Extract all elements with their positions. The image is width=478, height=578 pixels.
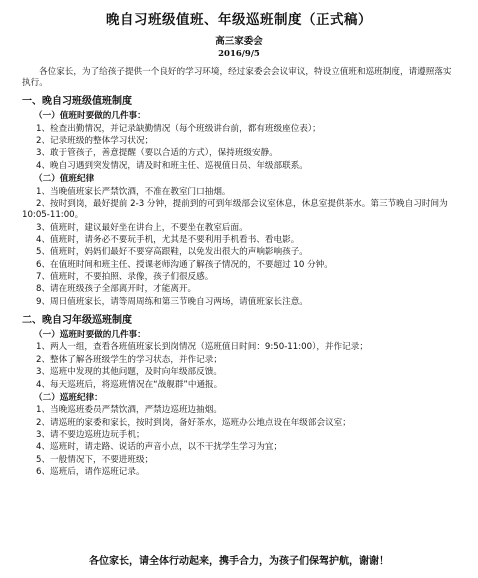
list-item: 5、值班时，妈妈们最好不要穿高跟鞋，以免发出很大的声响影响孩子。 [36,247,308,258]
closing-remark: 各位家长，请全体行动起来，携手合力，为孩子们保驾护航，谢谢！ [89,556,389,567]
section-heading: 二、晚自习年级巡班制度 [22,314,132,326]
document-org: 高三家委会 [215,35,263,47]
list-item: 8、请在班级孩子全部离开时，才能离开。 [36,284,197,295]
list-item: 6、在值班时间和班主任、授课老师沟通了解孩子情况的，不要超过 10 分钟。 [36,259,333,270]
subsection-heading: （一）值班时要做的几件事： [34,111,146,122]
list-item: 2、记录班级的整体学习状况； [36,136,154,147]
list-item: 5、一般情况下，不要进班级； [36,454,154,465]
list-item: 7、值班时，不要拍照、录像，孩子们很反感。 [36,271,214,282]
list-item: 4、值班时，请务必不要玩手机，尤其是不要利用手机看书、看电影。 [36,234,300,245]
list-item: 4、巡班时，请走路、说话的声音小点，以不干扰学生学习为宜； [36,442,283,453]
document-title: 晚自习班级值班、年级巡班制度（正式稿） [106,12,372,28]
list-item: 1、两人一组，查看各班值班家长到岗情况（巡班值日时间：9:50-11:00），并作记录； [36,342,368,353]
list-item: 2、请巡班的家委和家长，按时到岗，备好茶水，巡班办公地点设在年级部会议室； [36,417,351,428]
list-item: 1、当晚巡班委员严禁饮酒，严禁边巡班边抽烟。 [36,405,222,416]
subsection-heading: （一）巡班时要做的几件事： [34,330,146,341]
subsection-heading: （二）巡班纪律： [34,392,103,403]
section-heading: 一、晚自习班级值班制度 [22,96,132,108]
list-item: 1、检查出勤情况，并记录缺勤情况（每个班级讲台前，都有班级座位表）； [36,123,321,134]
document-date: 2016/9/5 [218,49,260,60]
list-item: 3、请不要边巡班边玩手机； [36,429,145,440]
list-item: 3、值班时，建议最好坐在讲台上，不要坐在教室后面。 [36,222,248,233]
list-item: 6、巡班后，请作巡班记录。 [36,466,145,477]
subsection-heading: （二）值班纪律 [34,174,95,185]
list-item: 3、巡班中发现的其他问题，及时向年级部反馈。 [36,367,222,378]
list-item: 3、敢于管孩子，善意提醒（要以合适的方式），保持班级安静。 [36,148,278,159]
list-item: 2、整体了解各班级学生的学习状态，并作记录； [36,354,222,365]
document-intro: 各位家长，为了给孩子提供一个良好的学习环境，经过家委会会议审议，特设立值班和巡班制度，请遵照落实执行。 [22,66,452,88]
list-item: 2、按时到岗，最好提前 2-3 分钟，提前到的可到年级部会议室休息，休息室提供茶水。第三节晚自习时间为 10:05-11:00。 [22,198,448,221]
list-item: 9、周日值班家长，请等周周练和第三节晚自习两场，请值班家长注意。 [36,296,308,307]
list-item: 1、当晚值班家长严禁饮酒，不准在教室门口抽烟。 [36,186,231,197]
list-item: 4、晚自习遇到突发情况，请及时和班主任、巡视值日员、年级部联系。 [36,160,308,171]
list-item: 4、每天巡班后，将巡班情况在“战舰群”中通报。 [36,379,223,390]
